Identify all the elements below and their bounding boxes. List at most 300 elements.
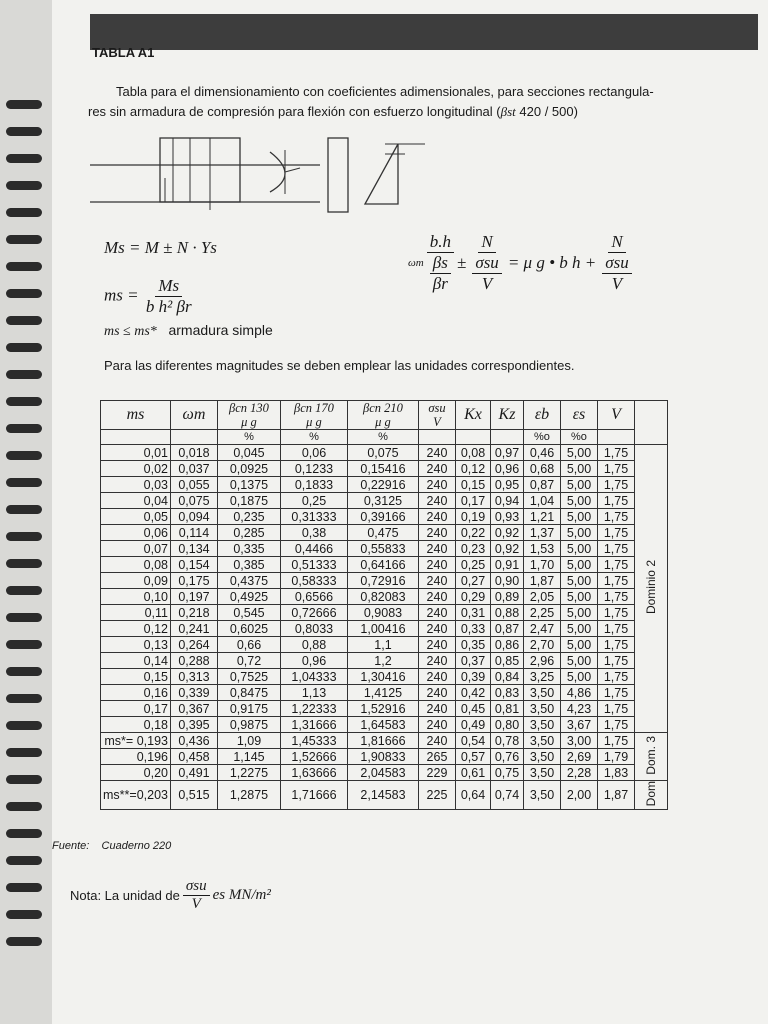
table-cell: 0,64166	[347, 557, 418, 573]
table-cell: 240	[418, 669, 455, 685]
spiral-ring	[6, 910, 42, 919]
table-cell: 0,175	[170, 573, 217, 589]
table-cell: 0,055	[170, 477, 217, 493]
table-cell: 0,545	[217, 605, 280, 621]
table-cell: 1,83	[597, 765, 634, 781]
table-cell: 0,72	[217, 653, 280, 669]
table-cell: 5,00	[560, 605, 597, 621]
table-cell: 1,75	[597, 557, 634, 573]
table-cell: 0,8475	[217, 685, 280, 701]
table-cell: 240	[418, 605, 455, 621]
table-row	[101, 765, 668, 781]
table-cell: 3,50	[523, 749, 560, 765]
col-eb: εb	[523, 401, 560, 430]
domain-label	[634, 733, 667, 781]
table-cell: 5,00	[560, 669, 597, 685]
table-cell: 2,28	[560, 765, 597, 781]
table-cell: 1,75	[597, 493, 634, 509]
table-cell: 3,50	[523, 717, 560, 733]
table-cell: 0,22916	[347, 477, 418, 493]
table-cell: 2,25	[523, 605, 560, 621]
table-cell: 1,2	[347, 653, 418, 669]
frac-1-den-num: βs	[430, 253, 451, 274]
spiral-binding	[0, 100, 48, 1000]
frac-2	[469, 232, 505, 294]
col-domain	[634, 401, 667, 445]
table-cell: 0,11	[101, 605, 171, 621]
table-row	[101, 557, 668, 573]
table-row	[101, 701, 668, 717]
table-cell: 0,9175	[217, 701, 280, 717]
table-cell: 0,285	[217, 525, 280, 541]
table-cell: 1,75	[597, 445, 634, 461]
header-bar	[90, 14, 758, 50]
table-cell: 2,00	[560, 781, 597, 810]
table-cell: 2,69	[560, 749, 597, 765]
unit-cell: %o	[523, 430, 560, 445]
table-cell: 1,70	[523, 557, 560, 573]
table-cell: 0,93	[490, 509, 523, 525]
spiral-ring	[6, 181, 42, 190]
table-cell: 0,12	[455, 461, 490, 477]
table-cell: 0,92	[490, 541, 523, 557]
table-cell: 0,4925	[217, 589, 280, 605]
frac-3-num: N	[608, 232, 625, 253]
table-cell: 1,81666	[347, 733, 418, 749]
table-cell: ms*= 0,193	[101, 733, 171, 749]
coefficient-table	[100, 400, 668, 810]
table-cell: 0,10	[101, 589, 171, 605]
table-cell: 3,67	[560, 717, 597, 733]
table-cell: 1,87	[523, 573, 560, 589]
table-cell: 5,00	[560, 477, 597, 493]
table-cell: 1,75	[597, 605, 634, 621]
spiral-ring	[6, 856, 42, 865]
table-cell: 2,47	[523, 621, 560, 637]
table-cell: 0,1833	[280, 477, 347, 493]
table-cell: 0,45	[455, 701, 490, 717]
table-cell: 0,114	[170, 525, 217, 541]
domain-text: Dom	[643, 781, 658, 807]
table-cell: 0,91	[490, 557, 523, 573]
table-cell: 240	[418, 461, 455, 477]
spiral-ring	[6, 748, 42, 757]
frac-2-den	[472, 253, 502, 294]
ms-den: b h² βr	[145, 297, 192, 316]
table-cell: 3,25	[523, 669, 560, 685]
table-cell: 0,04	[101, 493, 171, 509]
units-note: Para las diferentes magnitudes se deben emplear las unidades correspondientes.	[104, 358, 575, 373]
table-cell: 0,68	[523, 461, 560, 477]
unit-cell: %	[280, 430, 347, 445]
table-cell: 240	[418, 573, 455, 589]
table-cell: 1,30416	[347, 669, 418, 685]
table-cell: 0,15	[455, 477, 490, 493]
table-cell: 0,1875	[217, 493, 280, 509]
unit-note	[70, 878, 271, 913]
table-cell: 0,367	[170, 701, 217, 717]
table-cell: 0,33	[455, 621, 490, 637]
table-cell: 1,13	[280, 685, 347, 701]
intro-paragraph	[88, 82, 700, 122]
table-cell: 1,75	[597, 525, 634, 541]
table-cell: 0,84	[490, 669, 523, 685]
table-cell: 0,08	[455, 445, 490, 461]
table-cell: 0,49	[455, 717, 490, 733]
table-cell: 0,491	[170, 765, 217, 781]
spiral-ring	[6, 235, 42, 244]
table-cell: 0,88	[490, 605, 523, 621]
col-es: εs	[560, 401, 597, 430]
table-cell: 0,08	[101, 557, 171, 573]
table-cell: 1,75	[597, 573, 634, 589]
table-cell: 0,339	[170, 685, 217, 701]
table-cell: 5,00	[560, 461, 597, 477]
unit-cell	[455, 430, 490, 445]
col-bcn170-sub: μ g	[306, 415, 322, 429]
table-cell: 5,00	[560, 573, 597, 589]
table-cell: 0,154	[170, 557, 217, 573]
spiral-ring	[6, 802, 42, 811]
table-cell: 0,4375	[217, 573, 280, 589]
unit-cell	[101, 430, 171, 445]
spiral-ring	[6, 586, 42, 595]
beta-symbol: βst	[500, 104, 516, 119]
condition-line	[104, 322, 273, 340]
table-row	[101, 621, 668, 637]
ms-lhs: ms =	[104, 285, 139, 305]
table-cell: 1,75	[597, 477, 634, 493]
condition: ms ≤ ms*	[104, 324, 157, 339]
spiral-ring	[6, 883, 42, 892]
table-cell: 0,17	[101, 701, 171, 717]
table-cell: 240	[418, 525, 455, 541]
table-cell: 0,38	[280, 525, 347, 541]
table-cell: 5,00	[560, 525, 597, 541]
domain-text: Dominio 2	[643, 559, 658, 615]
spiral-ring	[6, 532, 42, 541]
table-cell: 240	[418, 621, 455, 637]
table-cell: 2,04583	[347, 765, 418, 781]
col-bcn130-label: βcn 130	[229, 401, 269, 415]
spiral-ring	[6, 208, 42, 217]
table-cell: 0,07	[101, 541, 171, 557]
formula-mid: = μ g • b h +	[507, 253, 597, 272]
table-row	[101, 589, 668, 605]
col-bcn170	[280, 401, 347, 430]
table-cell: 0,31333	[280, 509, 347, 525]
table-cell: 5,00	[560, 589, 597, 605]
col-bcn210-sub: μ g	[375, 415, 391, 429]
table-row	[101, 605, 668, 621]
table-cell: 0,15	[101, 669, 171, 685]
col-v: V	[597, 401, 634, 430]
table-cell: 0,96	[490, 461, 523, 477]
col-ms: ms	[101, 401, 171, 430]
table-row	[101, 493, 668, 509]
table-cell: 0,045	[217, 445, 280, 461]
table-cell: 1,75	[597, 669, 634, 685]
spiral-ring	[6, 127, 42, 136]
table-cell: 240	[418, 717, 455, 733]
table-cell: 0,95	[490, 477, 523, 493]
table-cell: 1,79	[597, 749, 634, 765]
table-cell: 0,515	[170, 781, 217, 810]
table-cell: 1,75	[597, 621, 634, 637]
table-cell: 0,72916	[347, 573, 418, 589]
table-cell: 5,00	[560, 509, 597, 525]
table-row	[101, 653, 668, 669]
table-cell: 0,96	[280, 653, 347, 669]
table-cell: 0,80	[490, 717, 523, 733]
table-cell: 1,75	[597, 701, 634, 717]
frac-3-den	[602, 253, 632, 294]
table-cell: 229	[418, 765, 455, 781]
table-cell: 0,89	[490, 589, 523, 605]
table-row	[101, 637, 668, 653]
table-cell: 0,81	[490, 701, 523, 717]
table-cell: 0,58333	[280, 573, 347, 589]
table-cell: 0,72666	[280, 605, 347, 621]
source-label: Fuente:	[52, 840, 90, 852]
table-cell: 0,395	[170, 717, 217, 733]
note-den: V	[191, 896, 201, 912]
table-row	[101, 461, 668, 477]
col-bcn210-label: βcn 210	[363, 401, 403, 415]
table-cell: 1,75	[597, 461, 634, 477]
spiral-ring	[6, 100, 42, 109]
col-omega: ωm	[170, 401, 217, 430]
table-cell: 1,31666	[280, 717, 347, 733]
table-cell: 0,196	[101, 749, 171, 765]
table-cell: 0,4466	[280, 541, 347, 557]
frac-1-den-den: βr	[432, 274, 448, 293]
frac-1-num: b.h	[427, 232, 454, 253]
table-cell: 1,21	[523, 509, 560, 525]
frac-3-den-den: V	[611, 274, 623, 293]
spiral-ring	[6, 478, 42, 487]
table-cell: 0,13	[101, 637, 171, 653]
unit-cell	[170, 430, 217, 445]
header-row	[101, 401, 668, 430]
table-cell: 4,86	[560, 685, 597, 701]
table-cell: 0,75	[490, 765, 523, 781]
table-cell: 0,57	[455, 749, 490, 765]
table-cell: 1,75	[597, 541, 634, 557]
section-diagram	[85, 130, 445, 220]
table-cell: 1,09	[217, 733, 280, 749]
table-cell: 0,88	[280, 637, 347, 653]
spiral-ring	[6, 937, 42, 946]
intro-line-2: res sin armadura de compresión para flexión con esfuerzo longitudinal (	[88, 104, 501, 119]
spiral-ring	[6, 829, 42, 838]
table-cell: 5,00	[560, 637, 597, 653]
table-cell: 0,87	[523, 477, 560, 493]
table-cell: 0,18	[101, 717, 171, 733]
table-cell: 2,14583	[347, 781, 418, 810]
spiral-ring	[6, 667, 42, 676]
spiral-ring	[6, 721, 42, 730]
table-cell: 1,75	[597, 717, 634, 733]
table-cell: 0,14	[101, 653, 171, 669]
table-cell: 1,71666	[280, 781, 347, 810]
table-cell: 0,9083	[347, 605, 418, 621]
table-cell: 240	[418, 653, 455, 669]
table-cell: 240	[418, 493, 455, 509]
table-cell: 1,52666	[280, 749, 347, 765]
table-cell: 0,7525	[217, 669, 280, 685]
frac-2-den-den: V	[481, 274, 493, 293]
table-cell: 0,19	[455, 509, 490, 525]
table-cell: 1,04	[523, 493, 560, 509]
table-cell: 0,235	[217, 509, 280, 525]
table-cell: 240	[418, 733, 455, 749]
note-fraction	[183, 878, 210, 913]
table-cell: 0,39	[455, 669, 490, 685]
table-cell: 240	[418, 477, 455, 493]
table-cell: 0,90	[490, 573, 523, 589]
table-cell: 0,17	[455, 493, 490, 509]
table-cell: 0,01	[101, 445, 171, 461]
frac-3	[599, 232, 635, 294]
table-cell: 0,16	[101, 685, 171, 701]
table-cell: 0,39166	[347, 509, 418, 525]
table-cell: 0,09	[101, 573, 171, 589]
table-cell: 0,23	[455, 541, 490, 557]
table-cell: 0,075	[170, 493, 217, 509]
table-cell: 0,335	[217, 541, 280, 557]
table-cell: 1,90833	[347, 749, 418, 765]
spiral-ring	[6, 289, 42, 298]
units-row	[101, 430, 668, 445]
table-cell: 1,75	[597, 509, 634, 525]
unit-cell: %	[217, 430, 280, 445]
table-cell: 240	[418, 557, 455, 573]
table-cell: 240	[418, 509, 455, 525]
col-bcn210	[347, 401, 418, 430]
table-cell: 0,094	[170, 509, 217, 525]
table-cell: 0,54	[455, 733, 490, 749]
table-cell: 1,52916	[347, 701, 418, 717]
table-cell: 0,25	[280, 493, 347, 509]
table-cell: 0,31	[455, 605, 490, 621]
table-cell: 4,23	[560, 701, 597, 717]
col-sigma-sub: V	[433, 415, 441, 429]
table-cell: 0,06	[101, 525, 171, 541]
table-cell: 0,55833	[347, 541, 418, 557]
table-cell: 1,75	[597, 733, 634, 749]
table-cell: 0,6566	[280, 589, 347, 605]
table-cell: 0,018	[170, 445, 217, 461]
table-row	[101, 781, 668, 810]
table-row	[101, 733, 668, 749]
table-row	[101, 477, 668, 493]
table-cell: 5,00	[560, 445, 597, 461]
table-cell: 5,00	[560, 541, 597, 557]
table-cell: 5,00	[560, 653, 597, 669]
table-cell: 0,05	[101, 509, 171, 525]
table-cell: 1,04333	[280, 669, 347, 685]
spiral-ring	[6, 154, 42, 163]
spiral-ring	[6, 316, 42, 325]
table-cell: 0,9875	[217, 717, 280, 733]
spiral-ring	[6, 775, 42, 784]
table-cell: 1,45333	[280, 733, 347, 749]
table-cell: 3,50	[523, 781, 560, 810]
frac-2-den-num: σsu	[472, 253, 502, 274]
unit-cell: %o	[560, 430, 597, 445]
unit-cell	[418, 430, 455, 445]
ms-fraction	[146, 276, 192, 317]
table-cell: ms**=0,203	[101, 781, 171, 810]
table-cell: 0,12	[101, 621, 171, 637]
table-cell: 0,15416	[347, 461, 418, 477]
col-bcn170-label: βcn 170	[294, 401, 334, 415]
spiral-ring	[6, 505, 42, 514]
table-cell: 1,2275	[217, 765, 280, 781]
table-cell: 225	[418, 781, 455, 810]
table-cell: 0,218	[170, 605, 217, 621]
domain-text: Dom. 3	[643, 735, 658, 775]
table-cell: 3,50	[523, 733, 560, 749]
table-cell: 0,82083	[347, 589, 418, 605]
steel-grade: 420 / 500)	[515, 104, 578, 119]
table-cell: 0,475	[347, 525, 418, 541]
table-cell: 0,197	[170, 589, 217, 605]
table-cell: 0,02	[101, 461, 171, 477]
spiral-ring	[6, 451, 42, 460]
note-suffix: es MN/m²	[212, 887, 271, 903]
table-cell: 3,50	[523, 765, 560, 781]
spiral-ring	[6, 262, 42, 271]
table-cell: 0,78	[490, 733, 523, 749]
table-body	[101, 445, 668, 810]
table-row	[101, 445, 668, 461]
table-cell: 0,134	[170, 541, 217, 557]
table-cell: 240	[418, 589, 455, 605]
frac-1-den	[430, 253, 451, 294]
table-cell: 3,50	[523, 701, 560, 717]
spiral-ring	[6, 640, 42, 649]
col-kx: Kx	[455, 401, 490, 430]
domain-label	[634, 781, 667, 810]
col-bcn130-sub: μ g	[241, 415, 257, 429]
table-cell: 0,42	[455, 685, 490, 701]
table-cell: 0,37	[455, 653, 490, 669]
table-cell: 0,1375	[217, 477, 280, 493]
note-num: σsu	[183, 878, 210, 896]
spiral-ring	[6, 397, 42, 406]
table-cell: 0,29	[455, 589, 490, 605]
table-cell: 5,00	[560, 557, 597, 573]
table-cell: 0,0925	[217, 461, 280, 477]
domain-label	[634, 445, 667, 733]
table-cell: 240	[418, 685, 455, 701]
table-cell: 0,264	[170, 637, 217, 653]
table-row	[101, 717, 668, 733]
table-cell: 1,145	[217, 749, 280, 765]
table-cell: 3,00	[560, 733, 597, 749]
table-cell: 1,75	[597, 653, 634, 669]
table-cell: 0,46	[523, 445, 560, 461]
table-cell: 1,75	[597, 685, 634, 701]
table-cell: 0,25	[455, 557, 490, 573]
table-cell: 5,00	[560, 493, 597, 509]
table-cell: 0,1233	[280, 461, 347, 477]
table-row	[101, 541, 668, 557]
unit-cell	[490, 430, 523, 445]
table-cell: 1,64583	[347, 717, 418, 733]
